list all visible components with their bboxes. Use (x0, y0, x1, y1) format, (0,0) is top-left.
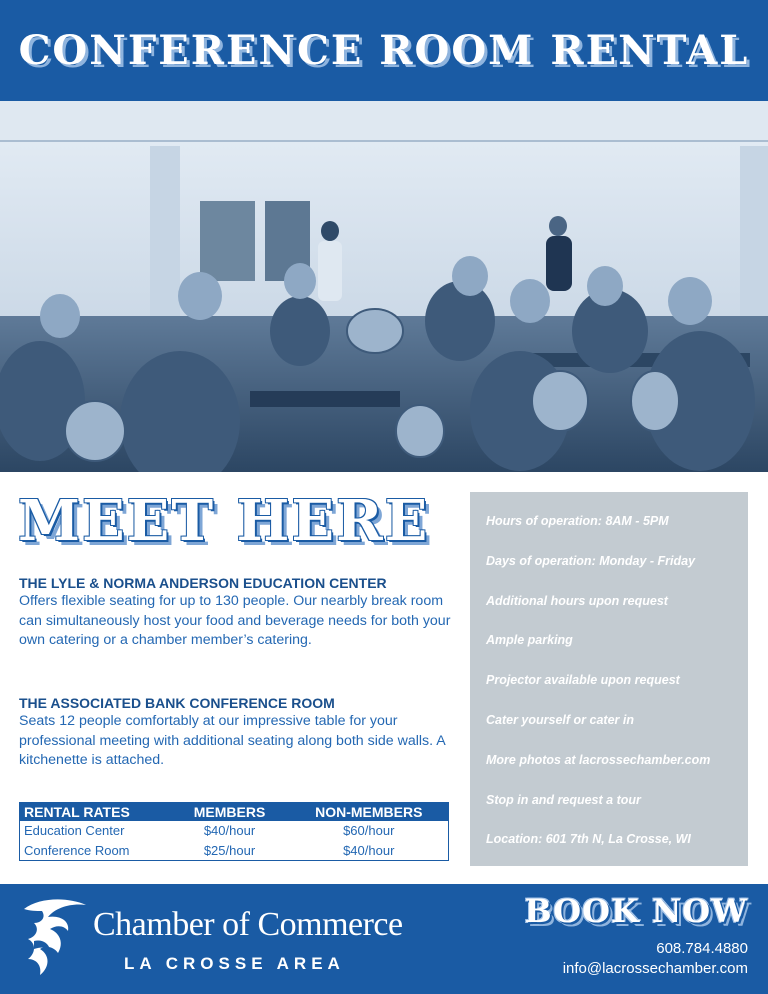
table-cell: Conference Room (24, 842, 130, 858)
info-item-tour: Stop in and request a tour (486, 792, 641, 807)
info-item-photos: More photos at lacrossechamber.com (486, 752, 711, 767)
info-item-projector: Projector available upon request (486, 673, 680, 688)
table-header-row (20, 803, 449, 821)
conference-room-photo (0, 101, 768, 472)
table-cell: Education Center (24, 823, 125, 838)
table-row (20, 821, 449, 841)
table-cell: $25/hour (203, 842, 256, 858)
section-body: Seats 12 people comfortably at our impressive table for your professional meeting with additional seating along both side walls. A kitchenette is attached. (19, 713, 445, 768)
column-header: NON-MEMBERS (290, 803, 449, 821)
info-item-parking: Ample parking (486, 633, 573, 648)
column-header: MEMBERS (170, 803, 290, 821)
table-cell: $40/hour (203, 823, 256, 838)
rental-rates-table (19, 802, 449, 861)
education-center-section (19, 574, 451, 651)
book-now-heading: BOOK NOW (524, 892, 748, 930)
column-header: RENTAL RATES (20, 803, 170, 821)
photo-illustration (0, 101, 768, 472)
info-box (470, 492, 748, 866)
meet-here-heading: MEET HERE (18, 488, 430, 554)
info-item-location: Location: 601 7th N, La Crosse, WI (486, 832, 691, 847)
table-cell: $60/hour (343, 823, 395, 838)
conference-room-section (19, 694, 451, 771)
contact-phone[interactable]: 608.784.4880 (656, 940, 748, 957)
page-title: CONFERENCE ROOM RENTAL (18, 27, 750, 74)
info-item-hours: Hours of operation: 8AM - 5PM (486, 514, 669, 528)
info-item-additional-hours: Additional hours upon request (486, 593, 668, 608)
table-cell: $40/hour (343, 842, 395, 858)
logo-name: Chamber of Commerce (93, 906, 403, 943)
footer-banner (0, 884, 768, 994)
table-row (20, 841, 449, 861)
section-heading: THE ASSOCIATED BANK CONFERENCE ROOM (19, 695, 335, 711)
info-item-catering: Cater yourself or cater in (486, 712, 634, 727)
chamber-logo-icon (20, 895, 92, 977)
section-heading: THE LYLE & NORMA ANDERSON EDUCATION CENTER (19, 575, 387, 591)
section-body: Offers flexible seating for up to 130 people. Our nearbly break room can simultaneously host your food and beverage needs for both your own catering or a chamber member’s catering. (19, 593, 451, 648)
header-banner (0, 0, 768, 101)
info-item-days: Days of operation: Monday - Friday (486, 553, 696, 568)
logo-subtitle: LA CROSSE AREA (124, 954, 345, 973)
contact-email[interactable]: info@lacrossechamber.com (562, 960, 748, 977)
